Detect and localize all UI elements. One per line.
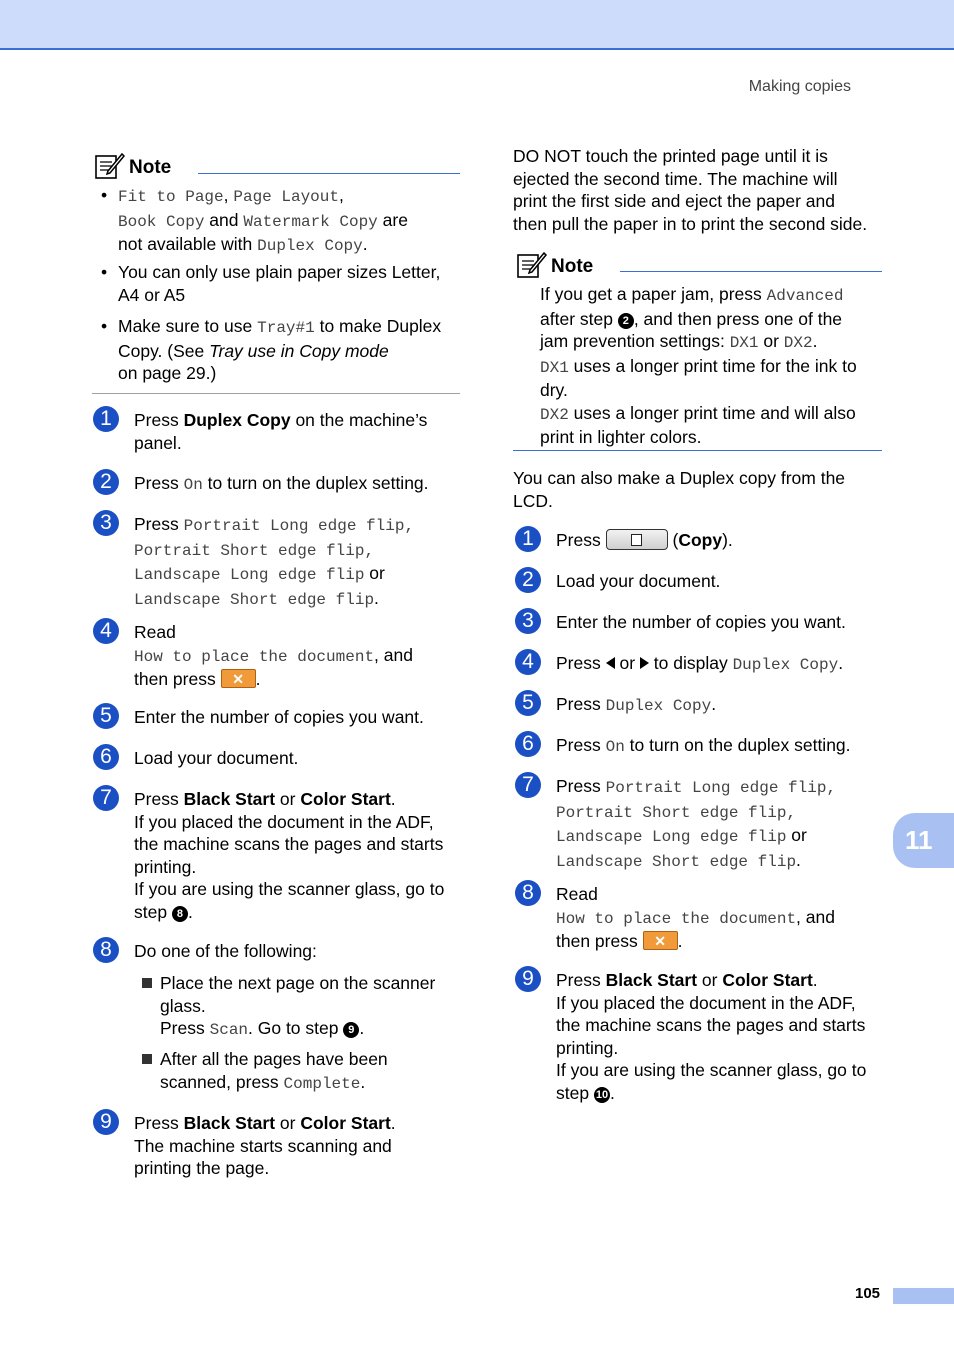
- note-end-rule: [513, 450, 882, 451]
- top-banner: [0, 0, 954, 50]
- step-number: 9: [515, 966, 541, 992]
- step-number: 8: [93, 937, 119, 963]
- left-step-3: Press Portrait Long edge flip, Portrait Short edge flip, Landscape Long edge flip or Landscape Short edge flip.: [134, 514, 415, 609]
- step-number: 7: [93, 785, 119, 811]
- step-ref: 2: [618, 313, 634, 329]
- step-number: 8: [515, 880, 541, 906]
- step-ref: 9: [343, 1022, 359, 1038]
- right-step-7: Press Portrait Long edge flip, Portrait Short edge flip, Landscape Long edge flip or Landscape Short edge flip.: [556, 776, 837, 871]
- note-header: [95, 151, 171, 179]
- right-step-3: Enter the number of copies you want.: [556, 612, 846, 632]
- step-number: 2: [515, 567, 541, 593]
- square-bullet: [142, 978, 152, 988]
- cancel-x-button: [221, 669, 256, 688]
- note-pencil-icon: [95, 151, 125, 179]
- step-number: 3: [515, 608, 541, 634]
- note-pencil-icon: [517, 250, 547, 278]
- note-divider: [620, 271, 882, 272]
- right-step-4: Press or to display Duplex Copy.: [556, 653, 844, 674]
- note-bullet-2: • You can only use plain paper sizes Letter, A4 or A5: [101, 262, 441, 305]
- left-step-9: Press Black Start or Color Start. The machine starts scanning and printing the page.: [134, 1113, 396, 1178]
- page-number: 105: [855, 1285, 881, 1302]
- step-number: 5: [93, 703, 119, 729]
- step-number: 2: [93, 469, 119, 495]
- note-header: [517, 250, 593, 278]
- step-number: 1: [515, 526, 541, 552]
- chapter-tab: 11: [893, 813, 954, 868]
- step-ref: 8: [172, 906, 188, 922]
- note-label: Note: [129, 157, 172, 178]
- left-step-7: Press Black Start or Color Start. If you placed the document in the ADF, the machine scans the pages and starts printing. If you are using the scanner glass, go to step 8 .: [134, 789, 445, 922]
- left-step-1: Press Duplex Copy on the machine’s panel.: [134, 410, 428, 453]
- running-header: Making copies: [748, 78, 851, 95]
- right-step-1: Press (Copy).: [556, 530, 733, 550]
- left-step-4: Read How to place the document, and then press ✕.: [134, 621, 464, 691]
- step-number: 6: [93, 744, 119, 770]
- left-step-2: Press On to turn on the duplex setting.: [134, 473, 429, 494]
- right-step-6: Press On to turn on the duplex setting.: [556, 735, 851, 756]
- page-footer-bar: [893, 1288, 954, 1304]
- left-arrow-icon: [606, 657, 615, 669]
- left-step-5: Enter the number of copies you want.: [134, 707, 424, 727]
- right-arrow-icon: [640, 657, 649, 669]
- right-step-9: Press Black Start or Color Start. If you placed the document in the ADF, the machine scans the pages and starts printing. If you are using the scanner glass, go to step 10 .: [556, 970, 867, 1103]
- lcd-intro: You can also make a Duplex copy from the LCD.: [513, 468, 846, 511]
- right-step-8: Read How to place the document, and then press ✕.: [556, 883, 886, 953]
- note-divider: [198, 173, 460, 174]
- note-end-rule: [92, 393, 460, 394]
- left-step-8-option-1: Place the next page on the scanner glass. Press Scan. Go to step 9 .: [160, 973, 436, 1039]
- note-bullet-1: • Fit to Page, Page Layout, Book Copy and Watermark Copy are not available with Duplex Copy.: [101, 185, 408, 255]
- duplex-warning-paragraph: DO NOT touch the printed page until it is ejected the second time. The machine will print the first side and eject the paper and then pull the paper in to print the second side.: [513, 146, 868, 234]
- step-number: 1: [93, 406, 119, 432]
- note-label: Note: [551, 256, 594, 277]
- step-number: 5: [515, 690, 541, 716]
- step-number: 6: [515, 731, 541, 757]
- jam-note-text: If you get a paper jam, press Advanced after step 2 , and then press one of the jam prevention settings: DX1 or DX2. DX1 uses a longer print time for the ink to dry. DX2 uses a longer print time and will also print in lighter colors.: [540, 284, 857, 447]
- left-step-8-option-2: After all the pages have been scanned, press Complete.: [160, 1049, 388, 1093]
- step-number: 4: [93, 618, 119, 644]
- copy-button-icon: [606, 529, 668, 550]
- step-number: 9: [93, 1109, 119, 1135]
- cancel-x-button: [643, 931, 678, 950]
- square-bullet: [142, 1054, 152, 1064]
- step-number: 7: [515, 772, 541, 798]
- right-step-5: Press Duplex Copy.: [556, 694, 717, 715]
- left-step-6: Load your document.: [134, 748, 299, 768]
- step-number: 3: [93, 510, 119, 536]
- step-number: 4: [515, 649, 541, 675]
- step-ref: 10: [595, 1088, 609, 1101]
- left-step-8: Do one of the following:: [134, 941, 317, 961]
- right-step-2: Load your document.: [556, 571, 721, 591]
- note-bullet-3: • Make sure to use Tray#1 to make Duplex Copy. (See Tray use in Copy mode on page 29.): [101, 316, 442, 383]
